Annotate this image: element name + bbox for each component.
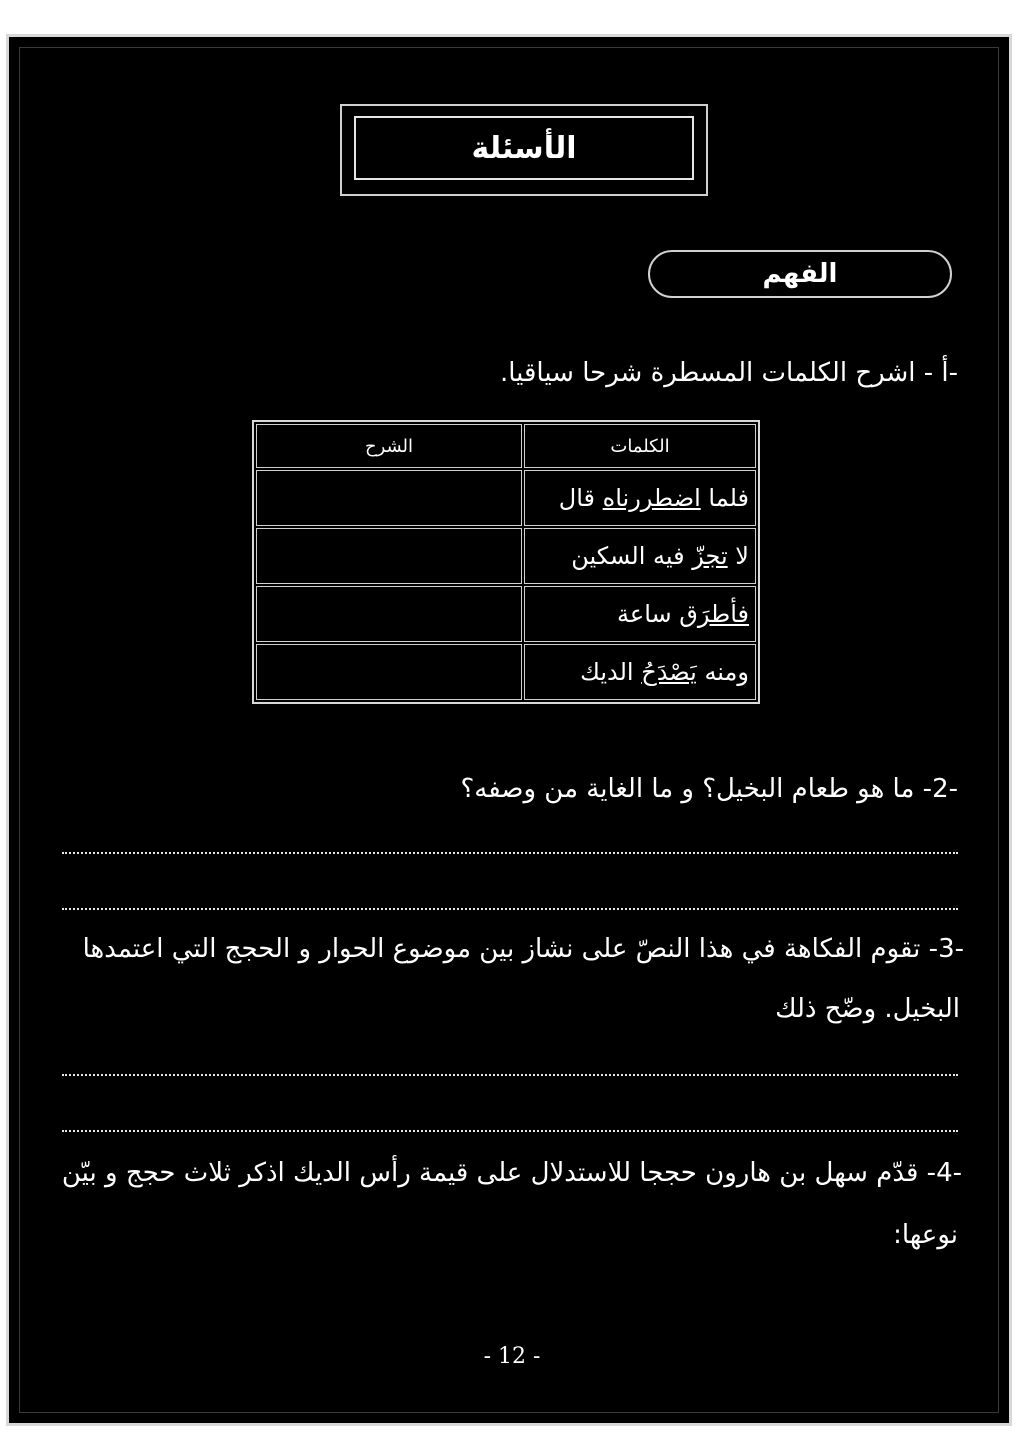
answer-line[interactable]	[62, 1130, 958, 1132]
page-title: الأسئلة	[471, 130, 577, 166]
page-number: - 12 -	[483, 1344, 541, 1369]
header-words: الكلمات	[524, 424, 756, 468]
title-bevel	[354, 116, 694, 180]
explanation-cell[interactable]	[256, 644, 522, 700]
answer-line[interactable]	[62, 908, 958, 910]
word-after: فيه السكين	[571, 542, 693, 570]
table-header-row	[256, 424, 756, 468]
word-cell	[524, 586, 756, 642]
table-row	[256, 470, 756, 526]
word-after: الديك	[580, 658, 642, 686]
word-cell	[524, 644, 756, 700]
explanation-cell[interactable]	[256, 586, 522, 642]
word-cell	[524, 528, 756, 584]
explanation-cell[interactable]	[256, 470, 522, 526]
title-box	[340, 104, 708, 196]
header-explanation: الشرح	[256, 424, 522, 468]
section-label	[648, 250, 952, 298]
vocabulary-table	[252, 420, 760, 704]
word-before: فلما	[700, 484, 749, 512]
answer-line[interactable]	[62, 852, 958, 854]
section-title: الفهم	[762, 259, 838, 289]
page-frame	[6, 34, 1012, 1426]
word-after: ساعة	[617, 600, 680, 628]
table-row	[256, 644, 756, 700]
word-before: لا	[727, 542, 749, 570]
underlined-word: اضطررناه	[602, 484, 701, 512]
question-3-continued: البخيل. وضّح ذلك	[775, 994, 960, 1024]
question-4-continued: نوعها:	[893, 1220, 958, 1250]
question-2: -2- ما هو طعام البخيل؟ و ما الغاية من وصفه؟	[460, 774, 958, 804]
table-row	[256, 528, 756, 584]
underlined-word: فأطرَق	[679, 600, 749, 628]
underlined-word: تجزّ	[692, 542, 728, 570]
question-4: -4- قدّم سهل بن هارون حججا للاستدلال على قيمة رأس الديك اذكر ثلاث حجج و بيّن	[61, 1158, 962, 1188]
question-1: -أ - اشرح الكلمات المسطرة شرحا سياقيا.	[499, 358, 958, 388]
answer-line[interactable]	[62, 1074, 958, 1076]
explanation-cell[interactable]	[256, 528, 522, 584]
word-before: ومنه	[696, 658, 749, 686]
question-3: -3- تقوم الفكاهة في هذا النصّ على نشاز بين موضوع الحوار و الحجج التي اعتمدها	[82, 934, 964, 964]
underlined-word: يَصْدَحُ	[641, 658, 697, 686]
word-cell	[524, 470, 756, 526]
table-row	[256, 586, 756, 642]
word-after: قال	[558, 484, 603, 512]
